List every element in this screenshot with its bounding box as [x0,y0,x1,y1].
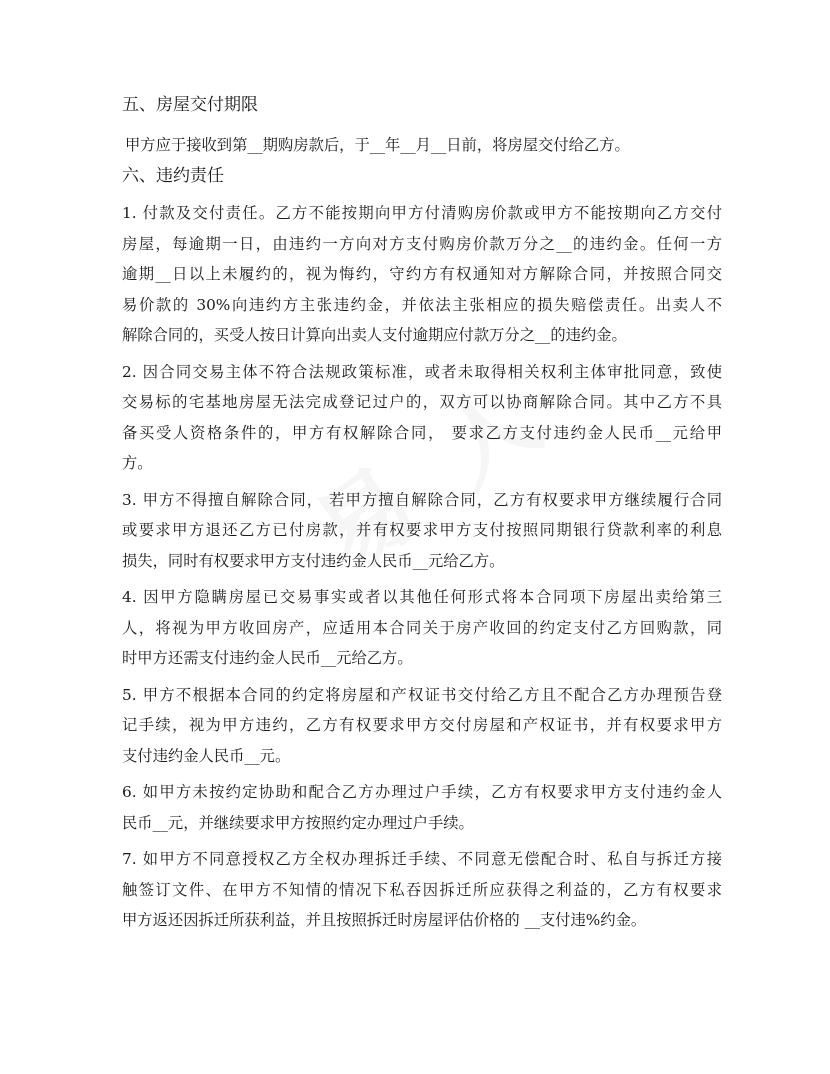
clause-line: 逾期__日以上未履约的，视为悔约，守约方有权通知对方解除合同，并按照合同交 [122,265,722,283]
clause-line: 5. 甲方不根据本合同的约定将房屋和产权证书交付给乙方且不配合乙方办理预告登 [122,685,722,704]
clause-line: 人，将视为甲方收回房产，应适用本合同关于房产收回的约定支付乙方回购款，同 [122,618,722,637]
clause-line: 民币__元，并继续要求甲方按照约定办理过户手续。 [122,813,474,832]
clause-line: 方。 [122,454,153,472]
clause-6 [122,777,722,838]
clause-line: 6. 如甲方未按约定协助和配合乙方办理过户手续，乙方有权要求甲方支付违约金人 [122,783,722,801]
clause-line: 损失，同时有权要求甲方支付违约金人民币__元给乙方。 [122,551,505,570]
clause-line: 4. 因甲方隐瞒房屋已交易事实或者以其他任何形式将本合同项下房屋出卖给第三 [122,588,722,606]
section-5-body [125,130,630,161]
section-5-heading: 五、房屋交付期限 [122,95,258,115]
clause-line: 触签订文件、在甲方不知情的情况下私吞因拆迁所应获得之利益的，乙方有权要求 [122,880,722,899]
clause-line: 7. 如甲方不同意授权乙方全权办理拆迁手续、不同意无偿配合时、私自与拆迁方接 [122,850,722,868]
clause-line: 支付违约金人民币__元。 [122,746,291,765]
clause-line: 交易标的宅基地房屋无法完成登记过户的，双方可以协商解除合同。其中乙方不具 [122,393,722,411]
clause-line: 房屋，每逾期一日，由违约一方向对方支付购房价款万分之__的违约金。任何一方 [122,234,722,253]
clause-line: 1. 付款及交付责任。乙方不能按期向甲方付清购房价款或甲方不能按期向乙方交付 [122,204,722,222]
clause-1 [122,198,722,351]
clause-line: 解除合同的，买受人按日计算向出卖人支付逾期应付款万分之__的违约金。 [122,326,627,344]
section-6-heading: 六、违约责任 [122,166,224,186]
section-6-items [122,198,722,942]
clause-4 [122,582,722,674]
clause-line: 或要求甲方退还乙方已付房款，并有权要求甲方支付按照同期银行贷款利率的利息 [122,521,722,539]
clause-line: 时甲方还需支付违约金人民币__元给乙方。 [122,649,413,667]
clause-7 [122,844,722,936]
clause-line: 易价款的 30%向违约方主张违约金，并依法主张相应的损失赔偿责任。出卖人不 [122,295,722,314]
clause-2 [122,357,722,479]
clause-line: 备买受人资格条件的，甲方有权解除合同， 要求乙方支付违约金人民币__元给甲 [122,423,722,442]
clause-line: 甲方返还因拆迁所获利益，并且按照拆迁时房屋评估价格的 __支付违%约金。 [122,911,647,929]
clause-5 [122,680,722,772]
clause-line: 记手续，视为甲方违约，乙方有权要求甲方交付房屋和产权证书，并有权要求甲方 [122,716,722,734]
clause-line: 3. 甲方不得擅自解除合同， 若甲方擅自解除合同，乙方有权要求甲方继续履行合同 [122,490,722,509]
clause-line: 2. 因合同交易主体不符合法规政策标准，或者未取得相关权利主体审批同意，致使 [122,362,722,381]
section-5-line: 甲方应于接收到第__期购房款后，于__年__月__日前，将房屋交付给乙方。 [125,136,630,154]
clause-3 [122,485,722,577]
